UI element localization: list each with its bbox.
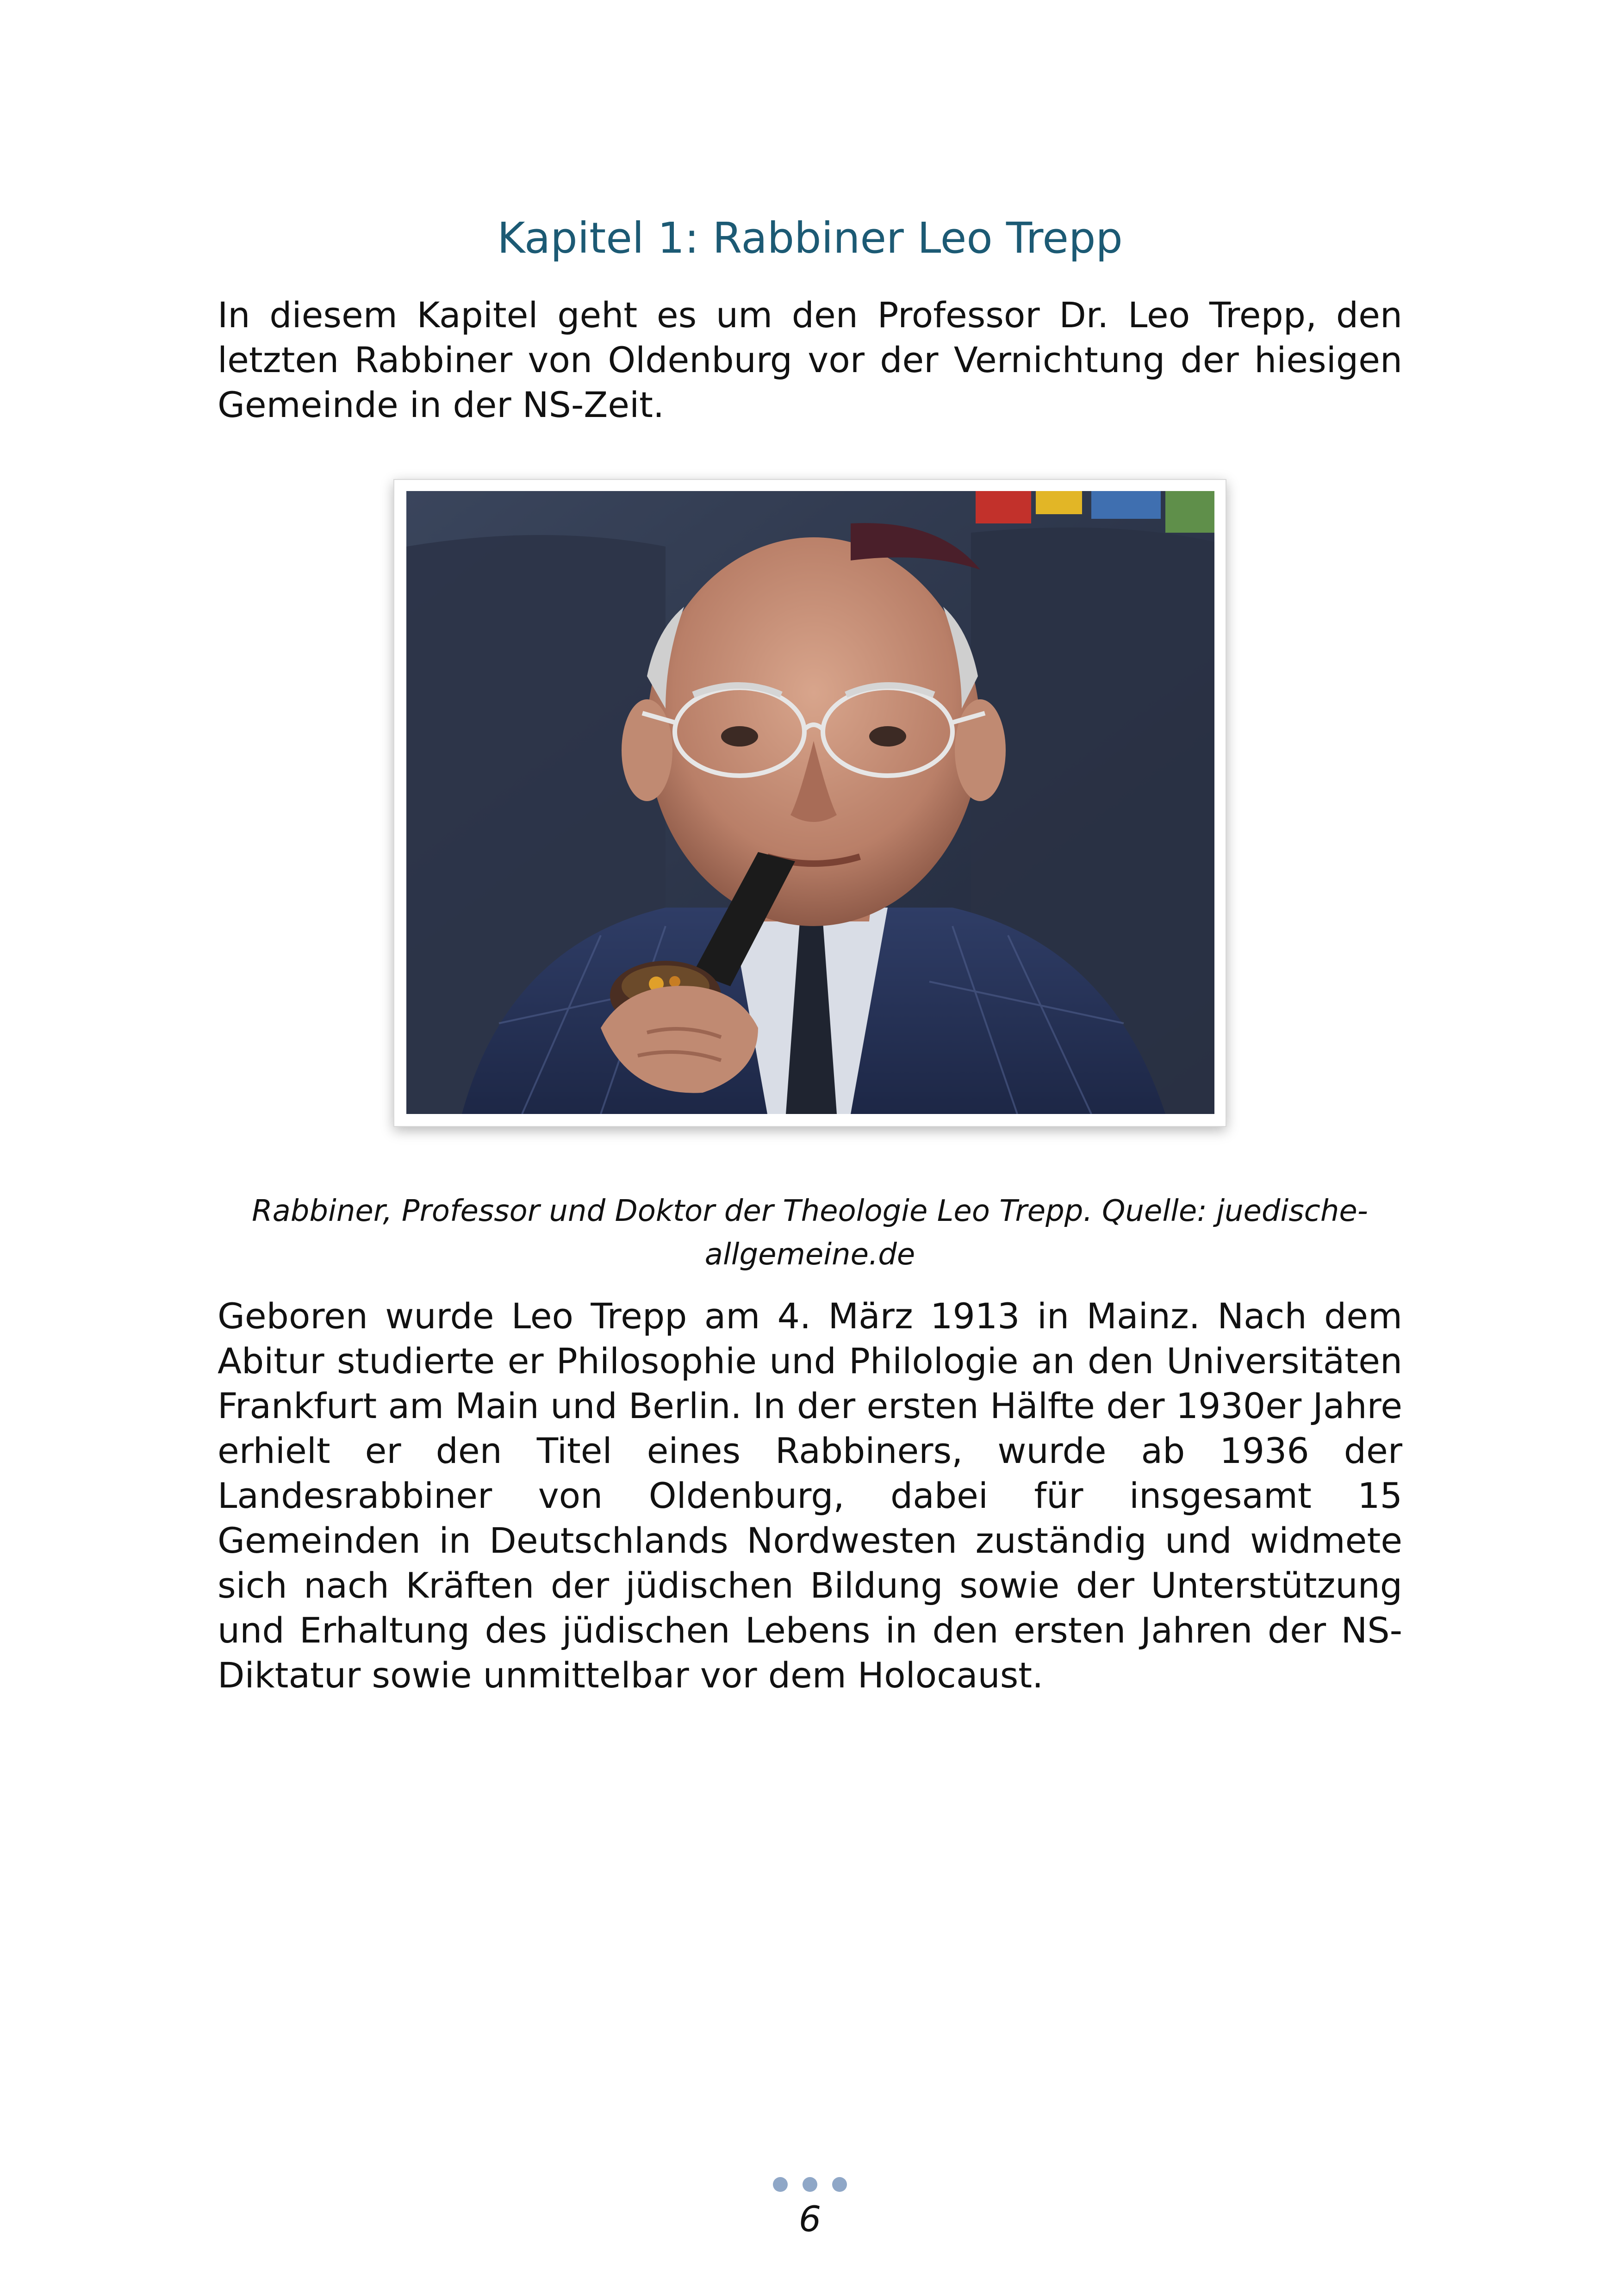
intro-paragraph: In diesem Kapitel geht es um den Professor Dr. Leo Trepp, den letzten Rabbiner von Oldenburg vor der Vernichtung der hiesigen Gemeinde in der NS-Zeit. (218, 294, 1402, 425)
portrait-photo (406, 491, 1214, 1114)
chapter-title: Kapitel 1: Rabbiner Leo Trepp (497, 213, 1123, 263)
ornament-dot (803, 2177, 817, 2192)
biography-paragraph: Geboren wurde Leo Trepp am 4. März 1913 in Mainz. Nach dem Abitur studierte er Philosophie und Philologie an den Universitäten Frankfurt am Main und Berlin. In der ersten Hälfte der 1930er Jahre erhielt er den Titel eines Rabbiners, wurde ab 1936 der Landesrabbiner von Oldenburg, dabei für insgesamt 15 Gemeinden in Deutschlands Nordwesten zuständig und widmete sich nach Kräften der jüdischen Bildung sowie der Unterstützung und Erhaltung des jüdischen Lebens in den ersten Jahren der NS-Diktatur sowie unmittelbar vor dem Holocaust. (218, 1295, 1402, 1696)
portrait-photo-frame (393, 479, 1226, 1127)
page-ornament-dots (773, 2175, 847, 2194)
ornament-dot (773, 2177, 788, 2192)
page-number: 6 (798, 2198, 821, 2240)
ornament-dot (832, 2177, 847, 2192)
figure-caption: Rabbiner, Professor und Doktor der Theologie Leo Trepp. Quelle: juedische-allgemeine.de (252, 1194, 1368, 1272)
